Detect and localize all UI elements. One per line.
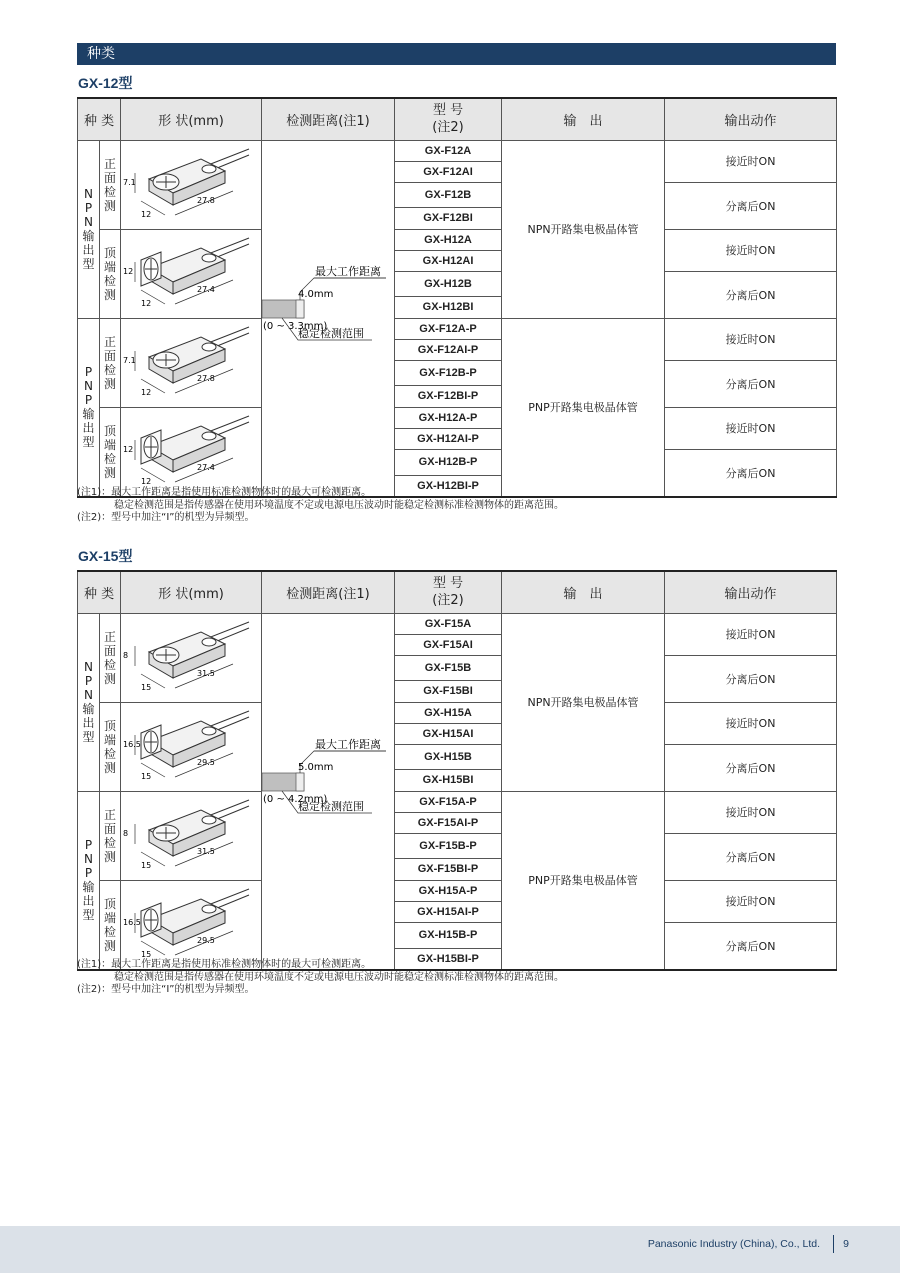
model-number: GX-F12AI-P (395, 339, 502, 360)
model-number: GX-F15B (395, 656, 502, 681)
model-number: GX-F12BI-P (395, 386, 502, 407)
front-sensor-drawing (121, 792, 257, 876)
front-sensor-drawing (121, 614, 257, 698)
model-number: GX-H12A (395, 229, 502, 250)
distance-cell (262, 140, 395, 497)
max-range-edge (296, 300, 304, 318)
table-header-row (78, 98, 837, 140)
dim-width: 12 (141, 476, 152, 486)
stable-range-value: (0 ~ 4.2mm) (263, 794, 328, 805)
top-sensor-drawing (121, 703, 257, 787)
model-number: GX-H12AI (395, 250, 502, 271)
model-number: GX-H15BI (395, 770, 502, 791)
shape-cell (121, 791, 262, 880)
model-number: GX-F15B-P (395, 834, 502, 859)
dim-width: 15 (141, 860, 152, 870)
dim-length: 27.4 (197, 462, 215, 472)
dim-length: 31.5 (197, 846, 215, 856)
model-number: GX-H12AI-P (395, 428, 502, 449)
sub-type-label: 顶 端 检 测 (100, 407, 121, 497)
table-row (78, 140, 837, 161)
distance-diagram (262, 729, 392, 849)
max-distance-value: 4.0mm (298, 289, 334, 300)
output-action: 接近时ON (665, 407, 837, 450)
model-number: GX-F12B-P (395, 361, 502, 386)
section-title-gx12: GX-12型 (78, 75, 133, 91)
group-type-label: N P N 输 出 型 (78, 140, 100, 318)
model-number: GX-H12BI (395, 297, 502, 318)
table-row (78, 318, 837, 339)
dim-length: 31.5 (197, 668, 215, 678)
output-action: 接近时ON (665, 791, 837, 834)
sub-type-label: 正 面 检 测 (100, 791, 121, 880)
dim-length: 29.5 (197, 935, 215, 945)
output-type: PNP开路集电极晶体管 (502, 318, 665, 497)
header-type: 种 类 (78, 571, 121, 613)
output-action: 接近时ON (665, 613, 837, 656)
model-number: GX-H12B-P (395, 450, 502, 475)
max-distance-label: 最大工作距离 (315, 265, 382, 278)
gx15-notes (77, 959, 564, 997)
sub-type-label: 正 面 检 测 (100, 318, 121, 407)
shape-cell (121, 613, 262, 702)
header-output: 输 出 (502, 571, 665, 613)
model-number: GX-F15AI-P (395, 812, 502, 833)
max-distance-label: 最大工作距离 (315, 738, 382, 751)
table-row (78, 407, 837, 428)
dim-height: 12 (123, 444, 134, 454)
stable-range-value: (0 ~ 3.3mm) (263, 321, 328, 332)
dim-height: 16.5 (123, 739, 141, 749)
model-number: GX-F12A (395, 140, 502, 161)
note-1b: 稳定检测范围是指传感器在使用环境温度不定或电源电压波动时能稳定检测标准检测物体的距离范围。 (114, 971, 564, 983)
note-1: (注1)：最大工作距离是指使用标准检测物体时的最大可检测距离。 (77, 959, 372, 970)
shape-cell (121, 880, 262, 970)
shape-cell (121, 318, 262, 407)
note-2: (注2)：型号中加注“I”的机型为异频型。 (77, 512, 255, 523)
gx12-notes (77, 487, 564, 525)
table-row (78, 791, 837, 812)
stable-range-label: 稳定检测范围 (298, 327, 365, 340)
table-row (78, 229, 837, 250)
model-number: GX-H15A (395, 702, 502, 723)
model-number: GX-F15AI (395, 634, 502, 655)
model-number: GX-F12BI (395, 208, 502, 229)
header-distance: 检测距离(注1) (262, 98, 395, 140)
shape-cell (121, 407, 262, 497)
model-number: GX-H12B (395, 272, 502, 297)
table-header-row (78, 571, 837, 613)
output-action: 分离后ON (665, 183, 837, 229)
group-type-label: P N P 输 出 型 (78, 791, 100, 970)
page-footer (0, 1226, 900, 1273)
model-number: GX-F15BI (395, 681, 502, 702)
dim-height: 16.5 (123, 917, 141, 927)
output-action: 分离后ON (665, 450, 837, 497)
front-sensor-drawing (121, 141, 257, 225)
model-number: GX-H15AI (395, 723, 502, 744)
output-action: 分离后ON (665, 745, 837, 791)
top-sensor-drawing (121, 881, 257, 965)
output-action: 接近时ON (665, 140, 837, 183)
table-row (78, 702, 837, 723)
shape-cell (121, 229, 262, 318)
dim-length: 29.5 (197, 757, 215, 767)
dim-width: 15 (141, 949, 152, 959)
dim-length: 27.8 (197, 195, 215, 205)
output-action: 分离后ON (665, 272, 837, 318)
header-output: 输 出 (502, 98, 665, 140)
dim-width: 15 (141, 682, 152, 692)
output-type: NPN开路集电极晶体管 (502, 613, 665, 791)
sub-type-label: 正 面 检 测 (100, 613, 121, 702)
model-number: GX-H15A-P (395, 880, 502, 901)
note-2: (注2)：型号中加注“I”的机型为异频型。 (77, 984, 255, 995)
output-action: 接近时ON (665, 702, 837, 745)
model-number: GX-F15A (395, 613, 502, 634)
model-number: GX-H15B-P (395, 923, 502, 948)
dim-height: 8 (123, 828, 129, 838)
group-type-label: P N P 输 出 型 (78, 318, 100, 497)
dim-height: 8 (123, 650, 129, 660)
output-type: PNP开路集电极晶体管 (502, 791, 665, 970)
section-banner: 种类 (77, 43, 836, 65)
model-number: GX-F12B (395, 183, 502, 208)
header-shape: 形 状(mm) (121, 98, 262, 140)
model-number: GX-H15BI-P (395, 948, 502, 969)
sub-type-label: 顶 端 检 测 (100, 880, 121, 970)
dim-height: 7.1 (123, 355, 136, 365)
dim-height: 7.1 (123, 177, 136, 187)
note-1b: 稳定检测范围是指传感器在使用环境温度不定或电源电压波动时能稳定检测标准检测物体的距离范围。 (114, 499, 564, 511)
front-sensor-drawing (121, 319, 257, 403)
model-number: GX-H15AI-P (395, 901, 502, 922)
sub-type-label: 顶 端 检 测 (100, 229, 121, 318)
footer-separator (833, 1235, 834, 1253)
output-action: 分离后ON (665, 834, 837, 880)
distance-cell (262, 613, 395, 970)
header-model: 型 号 (注2) (395, 98, 502, 140)
table-row (78, 613, 837, 634)
model-number: GX-H12BI-P (395, 475, 502, 496)
dim-length: 27.8 (197, 373, 215, 383)
spec-table (77, 570, 837, 971)
output-action: 接近时ON (665, 318, 837, 361)
sub-type-label: 顶 端 检 测 (100, 702, 121, 791)
output-type: NPN开路集电极晶体管 (502, 140, 665, 318)
section-title-gx15: GX-15型 (78, 548, 133, 564)
max-distance-value: 5.0mm (298, 762, 334, 773)
header-model: 型 号 (注2) (395, 571, 502, 613)
dim-width: 12 (141, 298, 152, 308)
shape-cell (121, 702, 262, 791)
model-number: GX-F15BI-P (395, 859, 502, 880)
model-number: GX-F12AI (395, 161, 502, 182)
group-type-label: N P N 输 出 型 (78, 613, 100, 791)
output-action: 分离后ON (665, 361, 837, 407)
table-row (78, 880, 837, 901)
page-number: 9 (843, 1238, 849, 1250)
top-sensor-drawing (121, 408, 257, 492)
model-number: GX-F15A-P (395, 791, 502, 812)
header-type: 种 类 (78, 98, 121, 140)
output-action: 接近时ON (665, 229, 837, 272)
dim-width: 12 (141, 387, 152, 397)
model-number: GX-F12A-P (395, 318, 502, 339)
output-action: 分离后ON (665, 923, 837, 970)
stable-range-label: 稳定检测范围 (298, 800, 365, 813)
header-action: 输出动作 (665, 98, 837, 140)
sub-type-label: 正 面 检 测 (100, 140, 121, 229)
dim-length: 27.4 (197, 284, 215, 294)
max-range-edge (296, 773, 304, 791)
model-number: GX-H12A-P (395, 407, 502, 428)
dim-height: 12 (123, 266, 134, 276)
output-action: 分离后ON (665, 656, 837, 702)
output-action: 接近时ON (665, 880, 837, 923)
shape-cell (121, 140, 262, 229)
header-distance: 检测距离(注1) (262, 571, 395, 613)
dim-width: 15 (141, 771, 152, 781)
footer-company: Panasonic Industry (China), Co., Ltd. (647, 1238, 820, 1250)
distance-diagram (262, 256, 392, 376)
dim-width: 12 (141, 209, 152, 219)
spec-table (77, 97, 837, 498)
model-number: GX-H15B (395, 745, 502, 770)
top-sensor-drawing (121, 230, 257, 314)
header-shape: 形 状(mm) (121, 571, 262, 613)
header-action: 输出动作 (665, 571, 837, 613)
note-1: (注1)：最大工作距离是指使用标准检测物体时的最大可检测距离。 (77, 487, 372, 498)
